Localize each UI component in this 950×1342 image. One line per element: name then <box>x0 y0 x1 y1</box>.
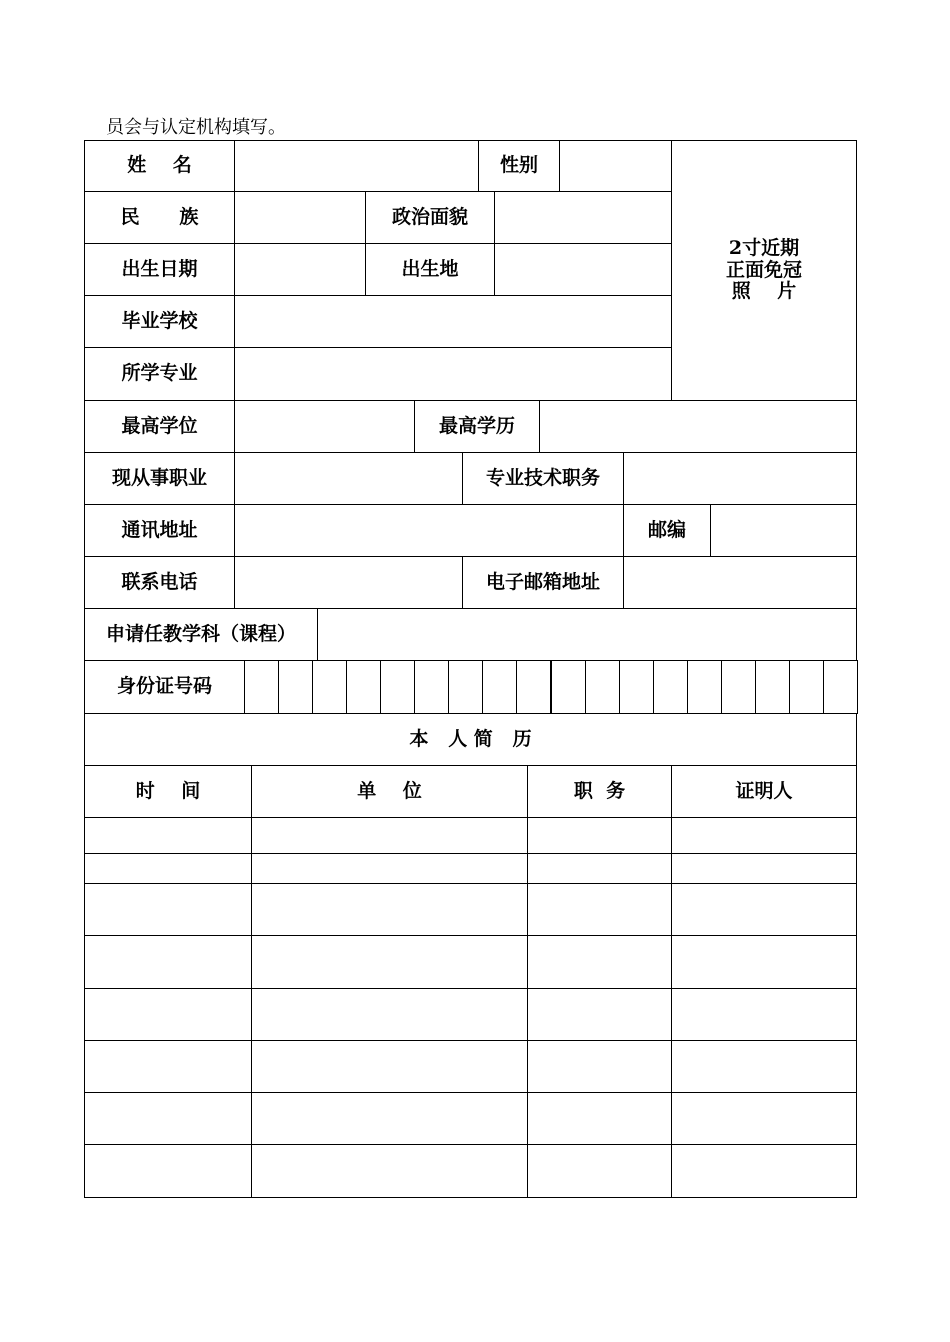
photo-text-line3: 照 片 <box>731 280 797 303</box>
resume-header-unit: 单 位 <box>251 765 528 818</box>
resume-cell-witness[interactable] <box>671 935 857 989</box>
resume-cell-unit[interactable] <box>251 817 528 854</box>
birthplace-label: 出生地 <box>365 243 495 296</box>
resume-cell-time[interactable] <box>84 988 252 1041</box>
id-number-label: 身份证号码 <box>84 660 245 714</box>
resume-cell-witness[interactable] <box>671 853 857 884</box>
id-digit-box[interactable] <box>653 660 688 714</box>
address-field[interactable] <box>234 504 624 557</box>
email-field[interactable] <box>623 556 857 609</box>
resume-cell-witness[interactable] <box>671 1092 857 1145</box>
resume-cell-unit[interactable] <box>251 853 528 884</box>
current-occupation-field[interactable] <box>234 452 463 505</box>
id-digit-box[interactable] <box>687 660 722 714</box>
resume-title: 本 人 简 历 <box>84 713 857 766</box>
birth-date-field[interactable] <box>234 243 366 296</box>
id-digit-box[interactable] <box>516 660 551 714</box>
current-occupation-label: 现从事职业 <box>84 452 235 505</box>
ethnicity-field[interactable] <box>234 191 366 244</box>
name-label: 姓 名 <box>84 140 235 192</box>
id-digit-box[interactable] <box>414 660 449 714</box>
resume-header-witness: 证明人 <box>671 765 857 818</box>
professional-title-label: 专业技术职务 <box>462 452 624 505</box>
resume-cell-witness[interactable] <box>671 817 857 854</box>
id-digit-box[interactable] <box>278 660 313 714</box>
resume-cell-unit[interactable] <box>251 1144 528 1198</box>
id-digit-box[interactable] <box>448 660 483 714</box>
resume-cell-position[interactable] <box>527 817 672 854</box>
highest-education-label: 最高学历 <box>414 400 540 453</box>
resume-cell-unit[interactable] <box>251 1040 528 1093</box>
id-digit-box[interactable] <box>619 660 654 714</box>
highest-education-field[interactable] <box>539 400 857 453</box>
resume-cell-time[interactable] <box>84 883 252 936</box>
id-digit-box[interactable] <box>551 660 586 714</box>
resume-cell-unit[interactable] <box>251 988 528 1041</box>
resume-header-position: 职 务 <box>527 765 672 818</box>
address-label: 通讯地址 <box>84 504 235 557</box>
id-digit-box[interactable] <box>585 660 620 714</box>
id-digit-box[interactable] <box>244 660 279 714</box>
id-digit-box[interactable] <box>789 660 824 714</box>
resume-cell-witness[interactable] <box>671 1040 857 1093</box>
highest-degree-field[interactable] <box>234 400 415 453</box>
id-digit-box[interactable] <box>380 660 415 714</box>
birth-date-label: 出生日期 <box>84 243 235 296</box>
id-digit-box[interactable] <box>823 660 858 714</box>
intro-text: 员会与认定机构填写。 <box>106 117 286 138</box>
resume-cell-position[interactable] <box>527 935 672 989</box>
resume-cell-witness[interactable] <box>671 883 857 936</box>
phone-field[interactable] <box>234 556 463 609</box>
major-field[interactable] <box>234 347 672 401</box>
photo-placeholder[interactable] <box>671 140 857 401</box>
subject-label: 申请任教学科（课程） <box>84 608 318 661</box>
resume-cell-time[interactable] <box>84 817 252 854</box>
graduate-school-field[interactable] <box>234 295 672 348</box>
resume-cell-time[interactable] <box>84 853 252 884</box>
resume-cell-time[interactable] <box>84 1144 252 1198</box>
ethnicity-label: 民 族 <box>84 191 235 244</box>
id-digit-box[interactable] <box>755 660 790 714</box>
resume-cell-position[interactable] <box>527 853 672 884</box>
id-digit-box[interactable] <box>346 660 381 714</box>
resume-cell-unit[interactable] <box>251 883 528 936</box>
resume-cell-position[interactable] <box>527 988 672 1041</box>
major-label: 所学专业 <box>84 347 235 401</box>
resume-cell-position[interactable] <box>527 1040 672 1093</box>
resume-cell-unit[interactable] <box>251 935 528 989</box>
subject-field[interactable] <box>317 608 857 661</box>
resume-cell-time[interactable] <box>84 935 252 989</box>
resume-cell-position[interactable] <box>527 1144 672 1198</box>
graduate-school-label: 毕业学校 <box>84 295 235 348</box>
resume-cell-witness[interactable] <box>671 1144 857 1198</box>
id-digit-box[interactable] <box>721 660 756 714</box>
photo-text-line2: 正面免冠 <box>725 258 802 281</box>
highest-degree-label: 最高学位 <box>84 400 235 453</box>
professional-title-field[interactable] <box>623 452 857 505</box>
postcode-label: 邮编 <box>623 504 711 557</box>
photo-text-line1: 2寸近期 <box>728 236 800 259</box>
resume-cell-witness[interactable] <box>671 988 857 1041</box>
resume-header-time: 时 间 <box>84 765 252 818</box>
birthplace-field[interactable] <box>494 243 672 296</box>
name-field[interactable] <box>234 140 479 192</box>
phone-label: 联系电话 <box>84 556 235 609</box>
resume-cell-position[interactable] <box>527 883 672 936</box>
gender-field[interactable] <box>559 140 672 192</box>
gender-label: 性别 <box>478 140 560 192</box>
resume-cell-unit[interactable] <box>251 1092 528 1145</box>
resume-cell-position[interactable] <box>527 1092 672 1145</box>
id-digit-box[interactable] <box>482 660 517 714</box>
political-status-label: 政治面貌 <box>365 191 495 244</box>
resume-cell-time[interactable] <box>84 1040 252 1093</box>
political-status-field[interactable] <box>494 191 672 244</box>
resume-cell-time[interactable] <box>84 1092 252 1145</box>
id-digit-box[interactable] <box>312 660 347 714</box>
email-label: 电子邮箱地址 <box>462 556 624 609</box>
postcode-field[interactable] <box>710 504 857 557</box>
